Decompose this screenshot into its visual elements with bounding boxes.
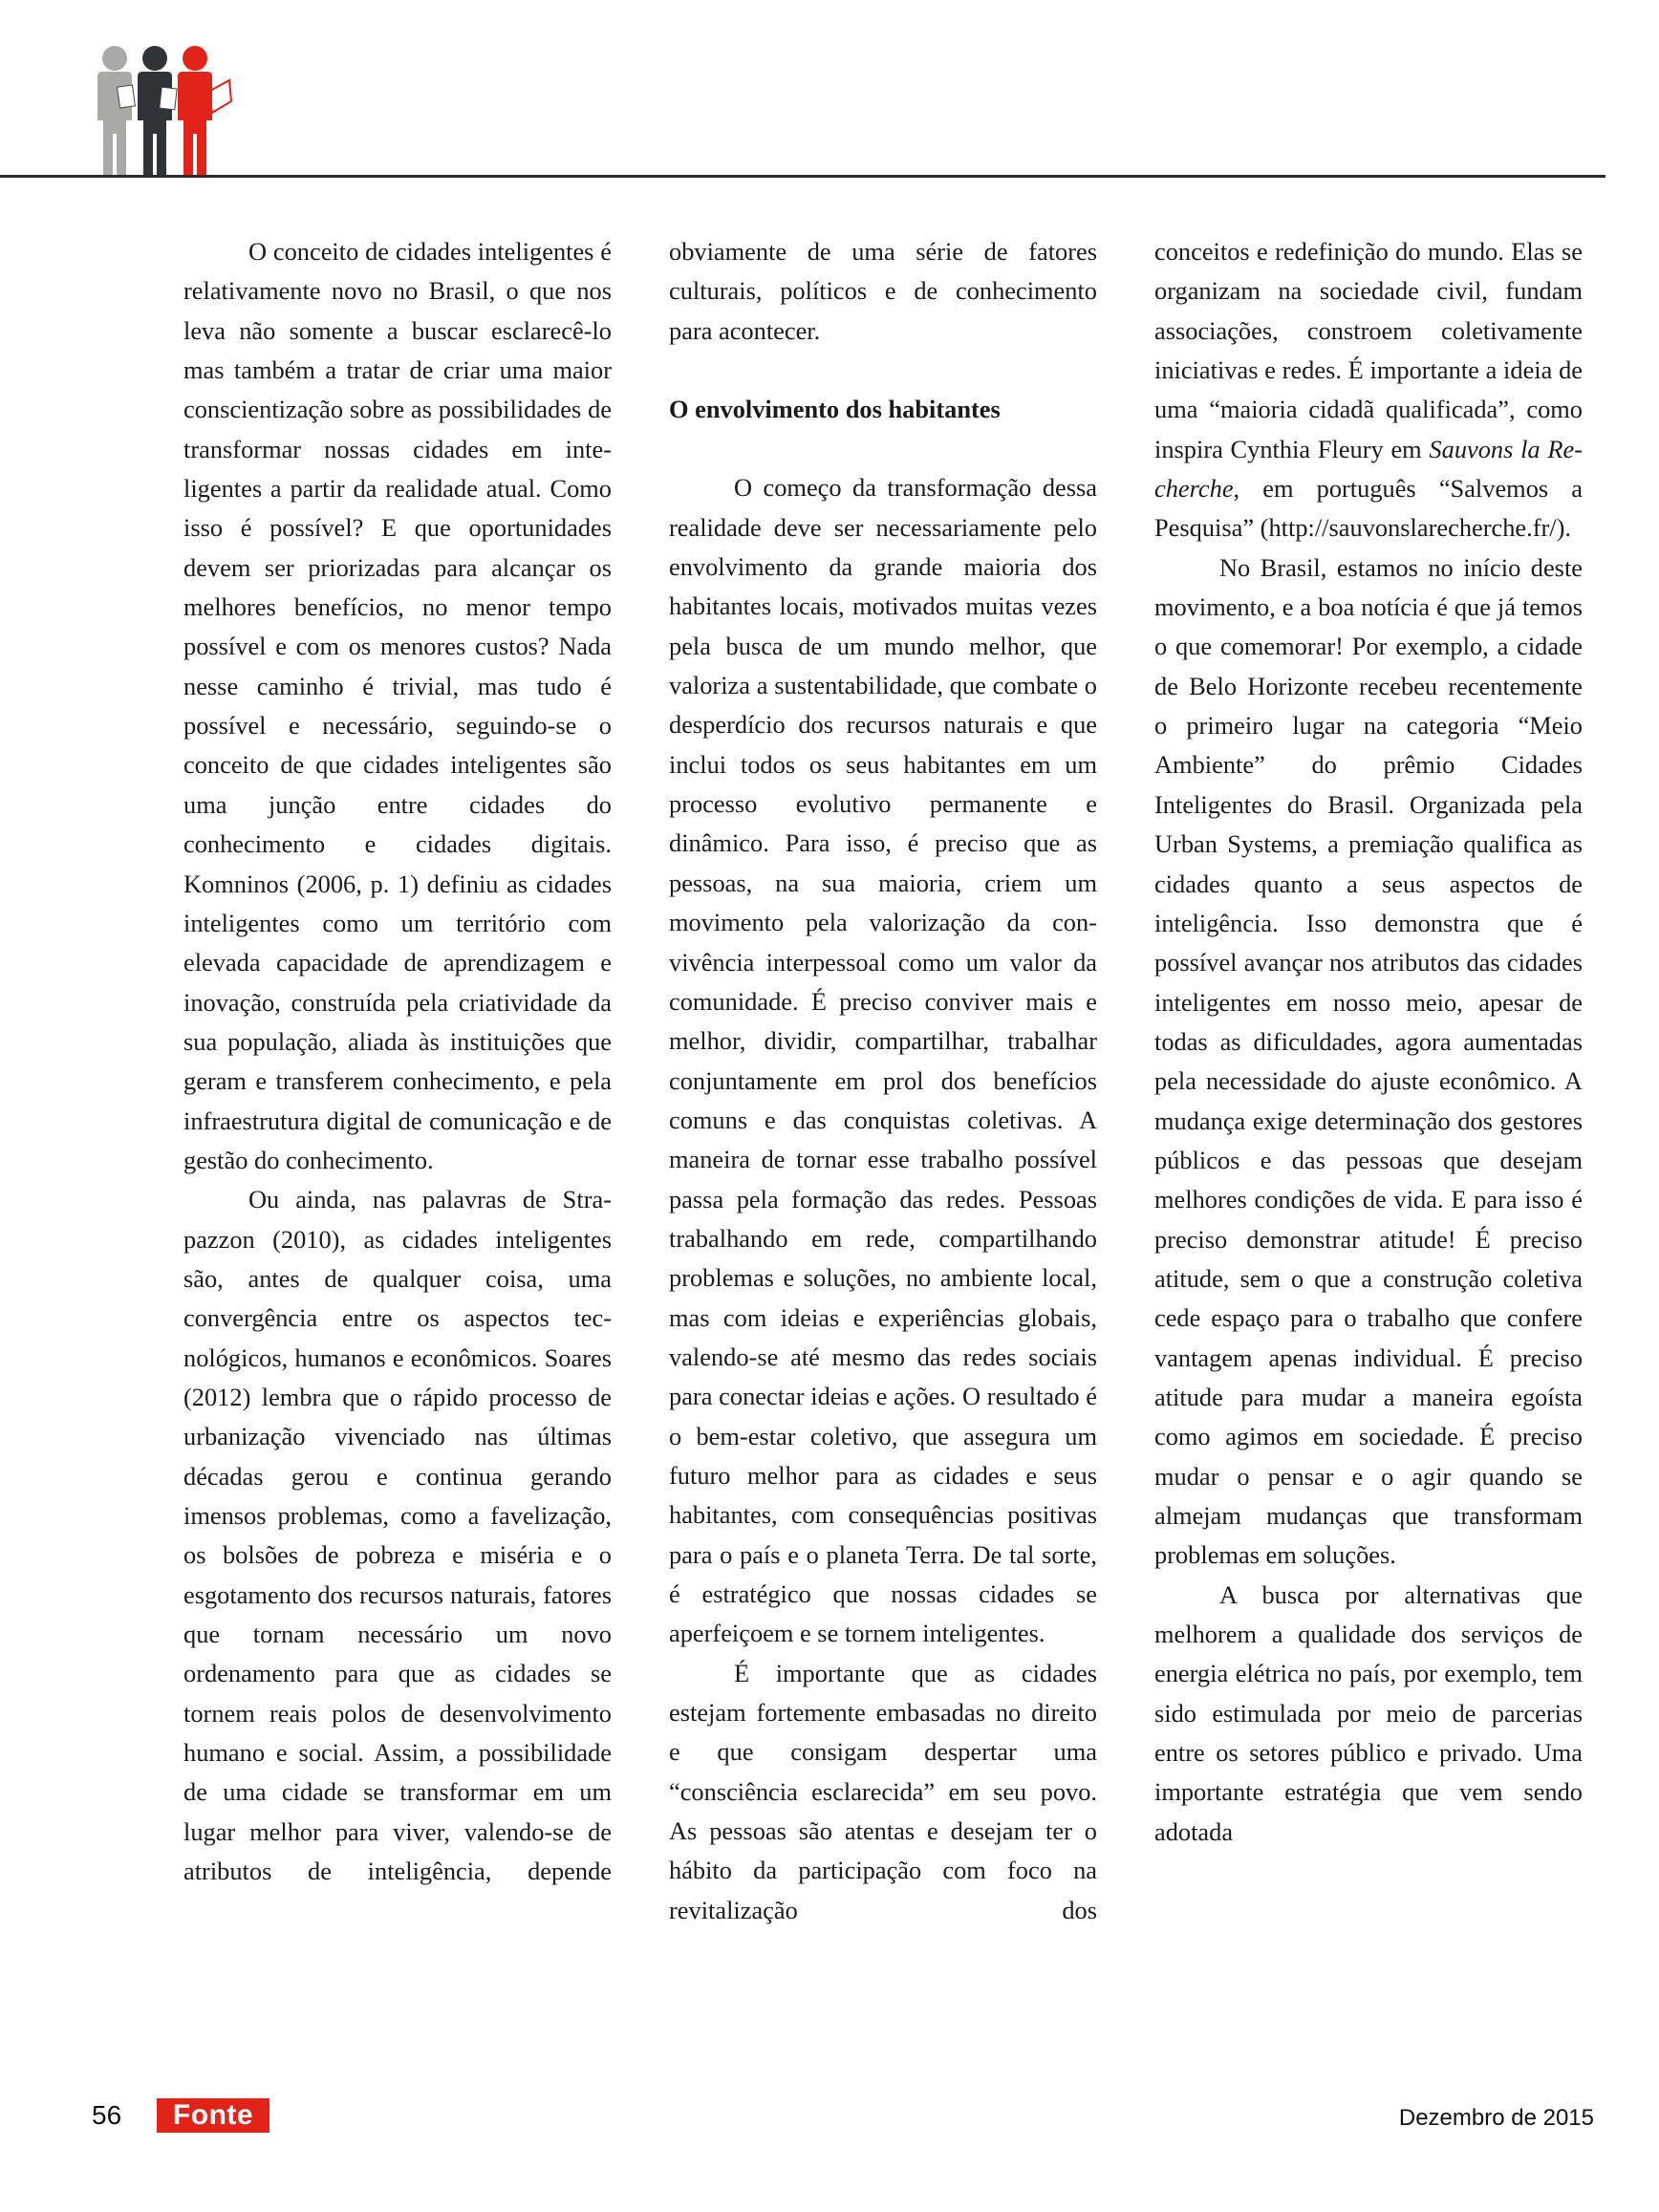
paragraph: O conceito de cidades inteligentes é relativamente novo no Brasil, o que nos leva não somente a buscar esclarecê-lo mas também a tratar de criar uma maior conscientização sobre as possibilidades de transformar nossas cidades em inteligentes a partir da realidade atual. Como isso é possível? E que oportunidades devem ser priorizadas para alcançar os melhores benefícios, no menor tempo possível e com os menores custos? Nada nesse caminho é trivial, mas tudo é possível e necessário, seguindo-se o conceito de que cidades inteligentes são uma junção entre cidades do conhecimento e cidades digitais. Komninos (2006, p. 1) definiu as cidades inteligentes como um território com elevada capacidade de aprendizagem e inovação, construída pela criatividade da sua população, aliada às instituições que geram e transferem conhecimento, e pela infraestrutura digital de comunicação e de gestão do conhecimento.	[183, 237, 612, 1174]
text-span: , em português “Salvemos a Pesquisa” (http://sauvonslarecherche.fr/).	[1154, 474, 1583, 543]
article-column-3	[1154, 232, 1583, 1852]
paragraph: No Brasil, estamos no início deste movimento, e a boa notícia é que já temos o que comemorar! Por exemplo, a cidade de Belo Horizonte recebeu recentemente o primeiro lugar na categoria “Meio Ambiente” do prêmio Cidades Inteligentes do Brasil. Organizada pela Urban Systems, a premiação qualifica as cidades quanto a seus aspectos de inteligência. Isso demonstra que é possível avançar nos atributos das cidades inteligentes em nosso meio, apesar de todas as dificuldades, agora aumentadas pela necessidade do ajuste econômico. A mudança exige determinação dos gestores públicos e das pessoas que desejam melhores condições de vida. E para isso é preciso demonstrar atitude! É preciso atitude, sem o que a construção coletiva cede espaço para o trabalho que confere vantagem apenas individual. É preciso atitude para mudar a maneira egoísta como agimos em sociedade. É preciso mudar o pensar e o agir quando se almejam mudanças que transformam problemas em soluções.	[1154, 552, 1583, 1570]
section-heading: O envolvimento dos habitantes	[669, 395, 1001, 424]
paragraph: Ou ainda, nas palavras de Strapazzon (2010), as cidades inteligentes são, antes de qualquer coisa, uma convergência entre os aspectos tecnológicos, humanos e econômicos. Soares (2012) lembra que o rápido processo de urbanização vivenciado nas últimas décadas gerou e continua gerando imensos problemas, como a favelização, os bolsões de pobreza e miséria e o esgotamento dos recursos naturais, fatores que tornam necessário um novo ordenamento para que as cidades se tornem reais polos de desenvolvimento humano e social. Assim, a possibilidade de uma cidade se transformar em um lugar melhor para viver, valendo-se de atributos de inteligência, depende	[183, 1185, 612, 1886]
brand-logo: Fonte	[157, 2098, 269, 2133]
article-column-2	[669, 232, 1097, 1930]
figure-right	[178, 46, 212, 176]
figure-middle	[138, 46, 172, 176]
figure-left	[97, 46, 132, 176]
page-number: 56	[92, 2100, 122, 2130]
header-rule	[0, 175, 1605, 178]
three-people-icon	[94, 42, 237, 180]
text-span: conceitos e redefinição do mundo. Elas se organizam na sociedade civil, fundam associações, constroem coletivamente iniciativas e redes. É importante a ideia de uma “maioria cidadã qualificada”, como inspira Cynthia Fleury em	[1154, 237, 1583, 463]
paragraph-continued: obviamente de uma série de fatores culturais, políticos e de conhecimento para acontecer.	[669, 237, 1097, 345]
issue-date: Dezembro de 2015	[1398, 2105, 1594, 2131]
article-column-1	[183, 232, 612, 1891]
book-title: Sauvons la Recherche	[1154, 434, 1583, 504]
paragraph-continued	[1154, 232, 1583, 548]
paragraph: A busca por alternativas que melhorem a qualidade dos serviços de energia elétrica no país, por exemplo, tem sido estimulada por meio de parcerias entre os setores público e privado. Uma importante estratégia que vem sendo adotada	[1154, 1579, 1583, 1846]
paragraph: É importante que as cidades estejam fortemente embasadas no direito e que consigam despertar uma “consciência esclarecida” em seu povo. As pessoas são atentas e desejam ter o hábito da participação com foco na revitalização dos	[669, 1658, 1097, 1924]
paragraph: O começo da transformação dessa realidade deve ser necessariamente pelo envolvimento da grande maioria dos habitantes locais, motivados muitas vezes pela busca de um mundo melhor, que valoriza a sustentabilidade, que combate o desperdício dos recursos naturais e que inclui todos os seus habitantes em um processo evolutivo permanente e dinâmico. Para isso, é preciso que as pessoas, na sua maioria, criem um movimento pela valorização da convivência interpessoal como um valor da comunidade. É preciso conviver mais e melhor, dividir, compartilhar, trabalhar conjuntamente em prol dos benefícios comuns e das conquistas coletivas. A maneira de tornar esse trabalho possível passa pela formação das redes. Pessoas trabalhando em rede, compartilhando problemas e soluções, no ambiente local, mas com ideias e experiências globais, valendo-se até mesmo das redes sociais para conectar ideias e ações. O resultado é o bem-estar coletivo, que assegura um futuro melhor para as cidades e seus habitantes, com consequências positivas para o país e o planeta Terra. De tal sorte, é estratégico que nossas cidades se aperfeiçoem e se tornem inteligentes.	[669, 473, 1097, 1648]
